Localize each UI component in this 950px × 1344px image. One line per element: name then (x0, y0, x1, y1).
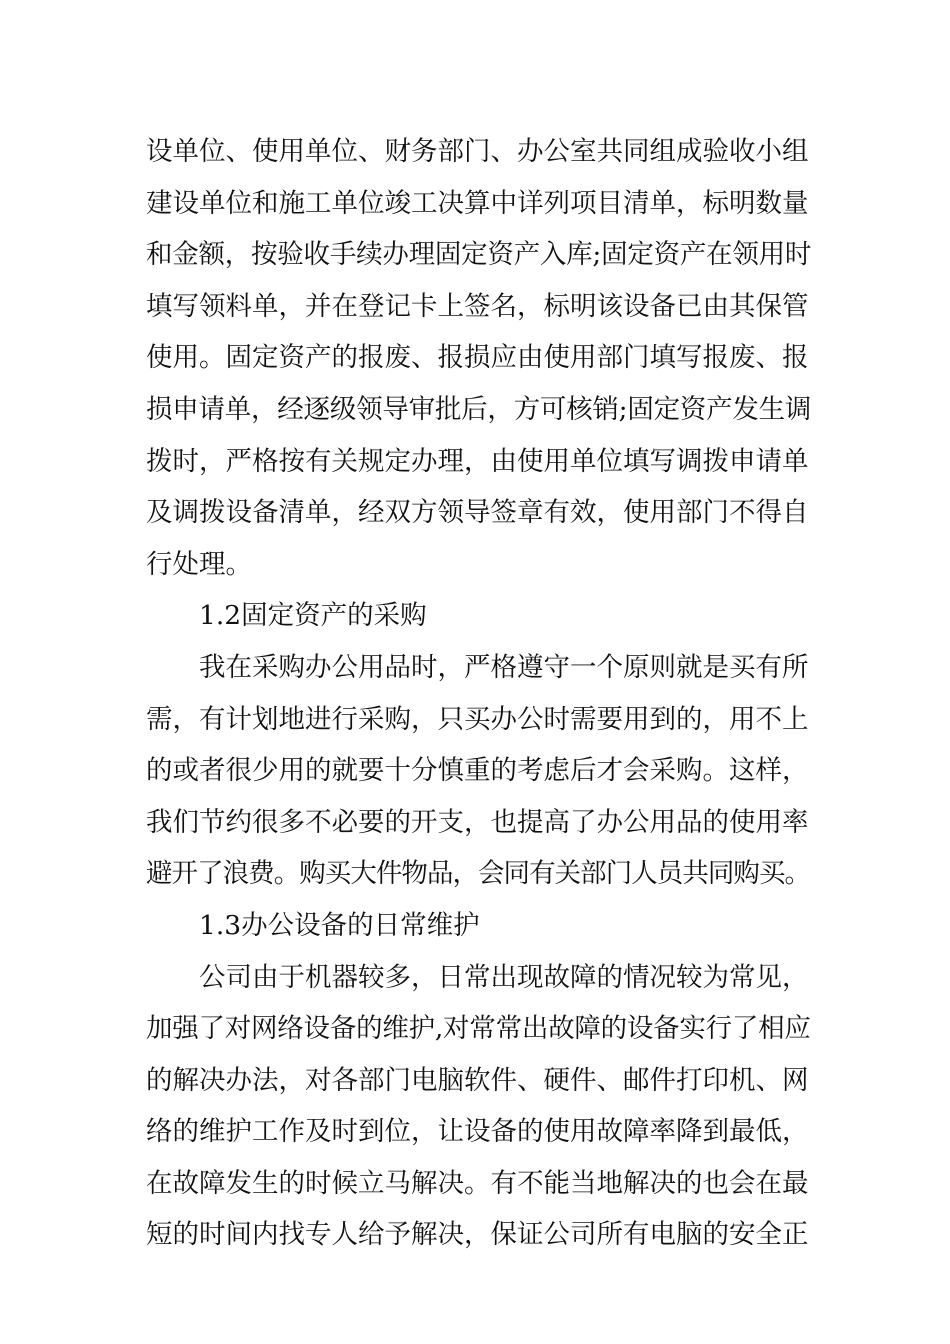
text-line: 及调拨设备清单，经双方领导签章有效，使用部门不得自 (146, 497, 809, 529)
body-text (146, 126, 811, 1261)
text-line: 短的时间内找专人给予解决，保证公司所有电脑的安全正 (146, 1219, 809, 1251)
text-line: 我在采购办公用品时，严格遵守一个原则就是买有所 (199, 651, 809, 683)
text-line: 和金额，按验收手续办理固定资产入库;固定资产在领用时 (146, 239, 812, 271)
text-line: 填写领料单，并在登记卡上签名，标明该设备已由其保管 (146, 290, 809, 322)
text-line: 的解决办法，对各部门电脑软件、硬件、邮件打印机、网 (146, 1064, 809, 1096)
section-heading-1-3: 1.3办公设备的日常维护 (199, 909, 480, 941)
text-line: 我们节约很多不必要的开支，也提高了办公用品的使用率 (146, 806, 809, 838)
text-line: 的或者很少用的就要十分慎重的考虑后才会采购。这样， (146, 755, 809, 787)
text-line: 在故障发生的时候立马解决。有不能当地解决的也会在最 (146, 1167, 809, 1199)
text-line: 使用。固定资产的报废、报损应由使用部门填写报废、报 (146, 342, 809, 374)
text-line: 损申请单，经逐级领导审批后，方可核销;固定资产发生调 (146, 393, 812, 425)
text-line: 公司由于机器较多，日常出现故障的情况较为常见， (199, 961, 809, 993)
text-line: 加强了对网络设备的维护,对常常出故障的设备实行了相应 (146, 1013, 811, 1045)
text-line: 设单位、使用单位、财务部门、办公室共同组成验收小组 (146, 136, 809, 167)
text-line: 行处理。 (146, 548, 252, 580)
section-heading-1-2: 1.2固定资产的采购 (199, 600, 427, 632)
text-line: 需，有计划地进行采购，只买办公时需要用到的，用不上 (146, 703, 809, 735)
text-line: 拨时，严格按有关规定办理，由使用单位填写调拨申请单 (146, 445, 809, 477)
text-line: 络的维护工作及时到位，让设备的使用故障率降到最低， (146, 1116, 809, 1148)
text-line: 避开了浪费。购买大件物品，会同有关部门人员共同购买。 (146, 858, 811, 890)
text-line: 建设单位和施工单位竣工决算中详列项目清单，标明数量 (146, 187, 809, 219)
